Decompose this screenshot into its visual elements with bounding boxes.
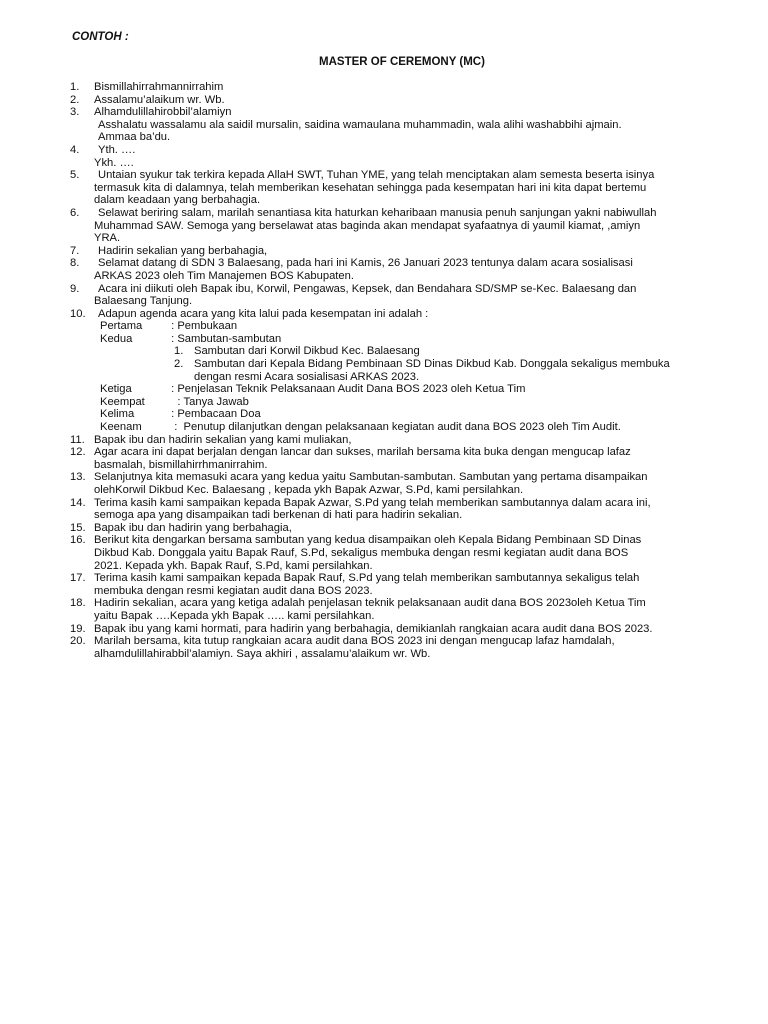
item-number: 4. bbox=[70, 143, 80, 156]
list-item bbox=[70, 245, 740, 258]
agenda-sub-item bbox=[174, 345, 740, 358]
agenda-label: Pertama bbox=[100, 320, 143, 333]
item-number: 8. bbox=[70, 257, 80, 270]
item-text-line: Muhammad SAW. Semoga yang berselawat atas baginda akan mendapat syafaatnya di yaumil kiamat, ,amiyn bbox=[94, 219, 641, 232]
agenda-row bbox=[100, 396, 740, 409]
list-item bbox=[70, 81, 740, 94]
item-number: 12. bbox=[70, 446, 86, 459]
agenda-value: Pembacaan Doa bbox=[177, 408, 261, 421]
item-text-line: alhamdulillahirabbil’alamiyn. Saya akhiri , assalamu’alaikum wr. Wb. bbox=[94, 647, 431, 660]
sub-item-text-line: Sambutan dari Korwil Dikbud Kec. Balaesang bbox=[194, 345, 420, 358]
list-item bbox=[70, 283, 740, 308]
agenda-separator: : bbox=[168, 421, 184, 434]
agenda-sub-list bbox=[94, 345, 740, 383]
agenda-label: Keenam bbox=[100, 421, 142, 434]
item-number: 9. bbox=[70, 282, 80, 295]
list-item bbox=[70, 446, 740, 471]
agenda-separator: : bbox=[168, 332, 178, 345]
agenda-sub-item bbox=[174, 358, 740, 383]
sub-item-number: 2. bbox=[174, 358, 184, 371]
item-number: 19. bbox=[70, 622, 86, 635]
item-text-line: Selanjutnya kita memasuki acara yang kedua yaitu Sambutan-sambutan. Sambutan yang pertama disampaikan bbox=[94, 471, 648, 484]
item-text-line: Agar acara ini dapat berjalan dengan lancar dan sukses, marilah bersama kita buka dengan mengucap lafaz bbox=[94, 446, 631, 459]
item-text-line: Asshalatu wassalamu ala saidil mursalin, saidina wamaulana muhammadin, wala alihi washabbihi ajmain. bbox=[98, 118, 622, 131]
item-text-line: Yth. …. bbox=[98, 143, 136, 156]
list-item bbox=[70, 106, 740, 144]
item-number: 20. bbox=[70, 635, 86, 648]
item-text-line: Selawat beriring salam, marilah senantiasa kita haturkan keharibaan manusia penuh sanjungan yakni nabiwullah bbox=[98, 206, 657, 219]
item-text-line: Alhamdulillahirobbil’alamiyn bbox=[94, 106, 232, 119]
agenda-row bbox=[100, 421, 740, 434]
item-number: 6. bbox=[70, 206, 80, 219]
agenda-value: Tanya Jawab bbox=[183, 395, 249, 408]
list-item bbox=[70, 635, 740, 660]
agenda-row bbox=[100, 383, 740, 396]
agenda-label: Keempat bbox=[100, 395, 145, 408]
sub-item-number: 1. bbox=[174, 345, 184, 358]
item-text-line: Assalamu’alaikum wr. Wb. bbox=[94, 93, 225, 106]
agenda-list-continued bbox=[94, 383, 740, 433]
agenda-value: Sambutan-sambutan bbox=[177, 332, 282, 345]
agenda-value: Penutup dilanjutkan dengan pelaksanaan kegiatan audit dana BOS 2023 oleh Tim Audit. bbox=[183, 421, 621, 434]
item-number: 1. bbox=[70, 81, 80, 93]
item-text-line: semoga apa yang disampaikan tadi berkenan di hati para hadirin sekalian. bbox=[94, 509, 463, 522]
agenda-label: Kelima bbox=[100, 408, 135, 421]
item-number: 5. bbox=[70, 169, 80, 182]
agenda-list bbox=[94, 320, 740, 345]
item-text-line: basmalah, bismillahirrhmanirrahim. bbox=[94, 458, 268, 471]
list-item bbox=[70, 522, 740, 535]
item-number: 14. bbox=[70, 496, 86, 509]
agenda-value: Pembukaan bbox=[177, 320, 238, 333]
item-text-line: termasuk kita di dalamnya, telah memberikan kesehatan sehingga pada kesempatan hari ini kita dapat bertemu bbox=[94, 181, 647, 194]
item-text-line: YRA. bbox=[94, 232, 121, 245]
item-text-line: Ykh. …. bbox=[94, 156, 134, 169]
agenda-intro: Adapun agenda acara yang kita lalui pada kesempatan ini adalah : bbox=[98, 307, 429, 320]
agenda-row bbox=[100, 320, 740, 333]
agenda-row bbox=[100, 408, 740, 421]
item-number: 2. bbox=[70, 93, 80, 106]
item-number: 3. bbox=[70, 106, 80, 119]
items-group-2 bbox=[70, 434, 740, 661]
list-item bbox=[70, 207, 740, 245]
item-text-line: Bapak ibu dan hadirin sekalian yang kami muliakan, bbox=[94, 433, 352, 446]
item-text-line: olehKorwil Dikbud Kec. Balaesang , kepada ykh Bapak Azwar, S.Pd, kami persilahkan. bbox=[94, 484, 524, 496]
agenda-value: Penjelasan Teknik Pelaksanaan Audit Dana BOS 2023 oleh Ketua Tim bbox=[177, 383, 526, 396]
item-text-line: Dikbud Kab. Donggala yaitu Bapak Rauf, S.Pd, sekaligus membuka dengan resmi kegiatan audit dana BOS bbox=[94, 546, 629, 559]
item-text-line: yaitu Bapak ….Kepada ykh Bapak ….. kami persilahkan. bbox=[94, 609, 375, 622]
item-text-line: Terima kasih kami sampaikan kepada Bapak Rauf, S.Pd yang telah memberikan sambutannya sekaligus telah bbox=[94, 572, 640, 585]
agenda-label: Ketiga bbox=[100, 383, 132, 396]
item-text-line: Bismillahirrahmannirrahim bbox=[94, 81, 224, 93]
list-item bbox=[70, 497, 740, 522]
list-item bbox=[70, 597, 740, 622]
example-label: CONTOH : bbox=[72, 31, 129, 43]
item-text-line: Terima kasih kami sampaikan kepada Bapak Azwar, S.Pd yang telah memberikan sambutannya dalam acara ini, bbox=[94, 496, 651, 509]
item-text-line: Acara ini diikuti oleh Bapak ibu, Korwil, Pengawas, Kepsek, dan Bendahara SD/SMP se-Kec. Balaesang dan bbox=[98, 282, 637, 295]
list-item-10 bbox=[70, 308, 740, 434]
agenda-separator: : bbox=[168, 383, 178, 396]
item-number: 11. bbox=[70, 433, 85, 446]
list-item bbox=[70, 572, 740, 597]
list-item bbox=[70, 169, 740, 207]
item-number: 13. bbox=[70, 471, 86, 484]
item-number: 10. bbox=[70, 307, 86, 320]
items-group-1 bbox=[70, 81, 740, 308]
item-text-line: ARKAS 2023 oleh Tim Manajemen BOS Kabupaten. bbox=[94, 269, 354, 282]
item-text-line: Berikut kita dengarkan bersama sambutan yang kedua disampaikan oleh Kepala Bidang Pembinaan SD Dinas bbox=[94, 534, 642, 547]
item-text-line: Bapak ibu dan hadirin yang berbahagia, bbox=[94, 521, 292, 534]
sub-item-text-line: Sambutan dari Kepala Bidang Pembinaan SD Dinas Dikbud Kab. Donggala sekaligus membuka bbox=[194, 358, 670, 371]
agenda-separator: : bbox=[168, 408, 178, 421]
item-text-line: 2021. Kepada ykh. Bapak Rauf, S.Pd, kami persilahkan. bbox=[94, 559, 373, 572]
item-number: 16. bbox=[70, 534, 86, 547]
list-item bbox=[70, 434, 740, 447]
item-text-line: Untaian syukur tak terkira kepada AllaH SWT, Tuhan YME, yang telah menciptakan alam semesta beserta isinya bbox=[98, 169, 655, 182]
agenda-separator: : bbox=[168, 320, 178, 333]
item-text-line: Hadirin sekalian yang berbahagia, bbox=[98, 244, 268, 257]
list-item bbox=[70, 623, 740, 636]
mc-script-list bbox=[70, 81, 740, 660]
item-text-line: Bapak ibu yang kami hormati, para hadirin yang berbahagia, demikianlah rangkaian acara audit dana BOS 2023. bbox=[94, 622, 653, 635]
item-number: 18. bbox=[70, 597, 86, 610]
item-number: 15. bbox=[70, 521, 86, 534]
document-title: MASTER OF CEREMONY (MC) bbox=[319, 56, 485, 68]
item-text-line: Selamat datang di SDN 3 Balaesang, pada hari ini Kamis, 26 Januari 2023 tentunya dalam acara sosialisasi bbox=[98, 257, 633, 270]
item-text-line: Hadirin sekalian, acara yang ketiga adalah penjelasan teknik pelaksanaan audit dana BOS 2023oleh Ketua Tim bbox=[94, 597, 646, 610]
item-text-line: membuka dengan resmi kegiatan audit dana BOS 2023. bbox=[94, 584, 373, 597]
agenda-row bbox=[100, 333, 740, 346]
item-number: 7. bbox=[70, 244, 80, 257]
item-text-line: Balaesang Tanjung. bbox=[94, 295, 193, 308]
list-item bbox=[70, 257, 740, 282]
list-item bbox=[70, 94, 740, 107]
agenda-label: Kedua bbox=[100, 332, 133, 345]
item-text-line: Ammaa ba’du. bbox=[98, 131, 171, 144]
sub-item-text-line: dengan resmi Acara sosialisasi ARKAS 2023. bbox=[194, 370, 420, 383]
agenda-separator: : bbox=[168, 395, 184, 408]
list-item bbox=[70, 471, 740, 496]
item-number: 17. bbox=[70, 572, 86, 585]
item-text-line: Marilah bersama, kita tutup rangkaian acara audit dana BOS 2023 ini dengan mengucap lafaz hamdalah, bbox=[94, 635, 615, 648]
item-text-line: dalam keadaan yang berbahagia. bbox=[94, 194, 261, 207]
list-item bbox=[70, 144, 740, 169]
list-item bbox=[70, 534, 740, 572]
